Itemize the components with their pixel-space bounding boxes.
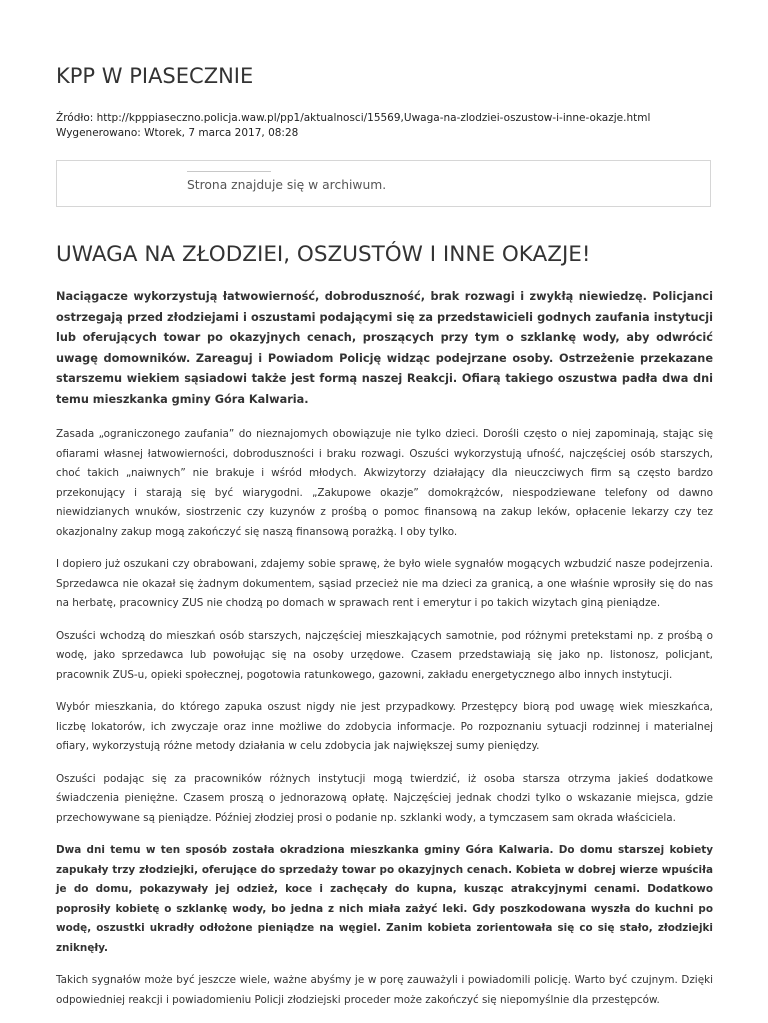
source-line: Źródło: http://kpppiaseczno.policja.waw.pl/pp1/aktualnosci/15569,Uwaga-na-zlodziei-oszustow-i-inne-okazje.html bbox=[56, 112, 651, 124]
article-paragraph: Wybór mieszkania, do którego zapuka oszust nigdy nie jest przypadkowy. Przestępcy biorą pod uwagę wiek mieszkańca, liczbę lokatorów, ich zwyczaje oraz inne możliwe do zdobycia informacje. Po rozpoznaniu sytuacji rodzinnej i materialnej ofiary, wykorzystują różne metody działania w celu zdobycia jak największej sumy pieniędzy. bbox=[56, 701, 713, 752]
archive-notice: Strona znajduje się w archiwum. bbox=[187, 178, 387, 192]
print-meta bbox=[56, 111, 650, 141]
article-lead: Naciągacze wykorzystują łatwowierność, dobroduszność, brak rozwagi i zwykłą niewiedzę. Policjanci ostrzegają przed złodziejami i oszustami podającymi się za przedstawicieli godnych zaufania instytucji lub oferujących towar po okazyjnych cenach, proszących przy tym o szklankę wody, aby odwrócić uwagę domowników. Zareaguj i Powiadom Policję widząc podejrzane osoby. Ostrzeżenie przekazane starszemu wiekiem sąsiadowi także jest formą naszej Reakcji. Ofiarą takiego oszustwa padła dwa dni temu mieszkanka gminy Góra Kalwaria. bbox=[56, 290, 713, 406]
archive-divider bbox=[187, 171, 271, 172]
article-final-paragraph: Takich sygnałów może być jeszcze wiele, ważne abyśmy je w porę zauważyli i powiadomili policję. Warto być czujnym. Dzięki odpowiedniej reakcji i powiadomieniu Policji złodziejski proceder może zakończyć się niepomyślnie dla przestępców. bbox=[56, 974, 713, 1006]
archive-notice-box bbox=[56, 160, 711, 207]
site-title: KPP W PIASECZNIE bbox=[56, 64, 254, 88]
article-paragraph: Oszuści wchodzą do mieszkań osób starszych, najczęściej mieszkających samotnie, pod różnymi pretekstami np. z prośbą o wodę, jako sprzedawca lub powołując się na osoby urzędowe. Czasem przedstawiają się jako np. listonosz, policjant, pracownik ZUS-u, opieki społecznej, pogotowia ratunkowego, gazowni, zakładu energetycznego albo innych instytucji. bbox=[56, 629, 713, 681]
article-paragraph: Oszuści podając się za pracowników różnych instytucji mogą twierdzić, iż osoba starsza otrzyma jakieś dodatkowe świadczenia pieniężne. Czasem proszą o jednorazową opłatę. Najczęściej jednak chodzi tylko o wskazanie miejsca, gdzie przechowywane są pieniądze. Później złodziej prosi o podanie np. szklanki wody, a tymczasem sam okrada właściciela. bbox=[56, 772, 713, 824]
article-body bbox=[56, 287, 713, 1023]
article-title: UWAGA NA ZŁODZIEI, OSZUSTÓW I INNE OKAZJE! bbox=[56, 242, 591, 267]
article-paragraph: I dopiero już oszukani czy obrabowani, zdajemy sobie sprawę, że było wiele sygnałów mogących wzbudzić nasze podejrzenia. Sprzedawca nie okazał się żadnym dokumentem, sąsiad przecież nie ma dzieci za granicą, a one właśnie wprosiły się do nas na herbatę, pracownicy ZUS nie chodzą po domach w sprawach rent i emerytur i po takich wizytach giną pieniądze. bbox=[56, 558, 713, 609]
generated-line: Wygenerowano: Wtorek, 7 marca 2017, 08:28 bbox=[56, 127, 299, 139]
article-bold-paragraph: Dwa dni temu w ten sposób została okradziona mieszkanka gminy Góra Kalwaria. Do domu starszej kobiety zapukały trzy złodziejki, oferujące do sprzedaży towar po okazyjnych cenach. Kobieta w dobrej wierze wpuściła je do domu, pokazywały jej odzież, koce i zachęcały do kupna, kusząc atrakcyjnymi cenami. Dodatkowo poprosiły kobietę o szklankę wody, bo jedna z nich miała zażyć leki. Gdy poszkodowana wyszła do kuchni po wodę, oszustki ukradły odłożone pieniądze na węgiel. Zanim kobieta zorientowała się co się stało, złodziejki zniknęły. bbox=[56, 844, 713, 954]
article-paragraph: Zasada „ograniczonego zaufania” do nieznajomych obowiązuje nie tylko dzieci. Dorośli często o niej zapominają, stając się ofiarami własnej łatwowierności, dobroduszności i braku rozwagi. Oszuści wykorzystują ufność, najczęściej osób starszych, choć takich „naiwnych” nie brakuje i wśród młodych. Akwizytorzy działający dla nieuczciwych firm są często bardzo przekonujący i starają się być wiarygodni. „Zakupowe okazje” domokrążców, niespodziewane telefony od dawno niewidzianych wnuków, siostrzenic czy kuzynów z prośbą o pomoc finansową na zakup leków, opłacenie lekarzy czy tez okazjonalny zakup mogą zakończyć się naszą finansową porażką. I oby tylko. bbox=[56, 428, 713, 538]
